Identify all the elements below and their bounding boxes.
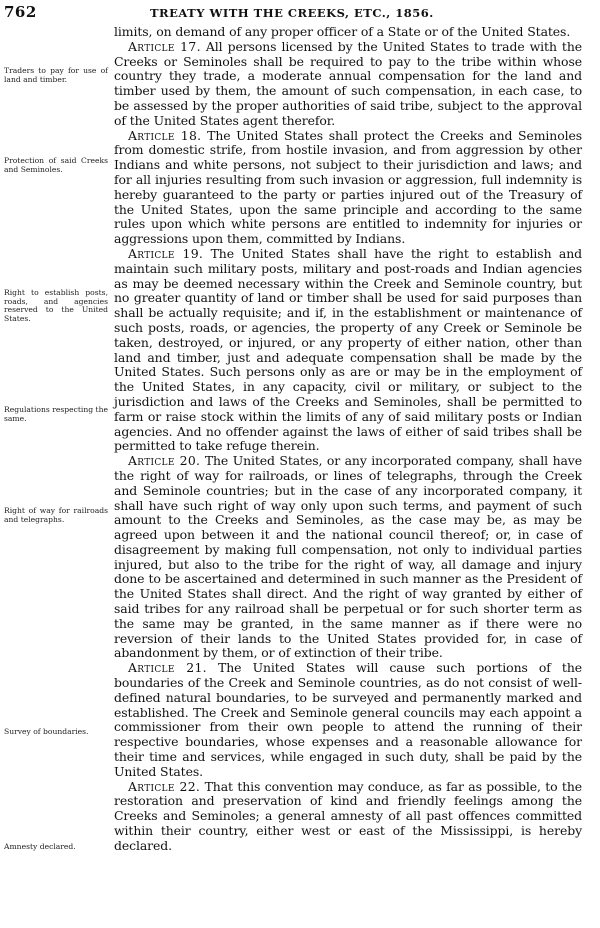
running-title: TREATY WITH THE CREEKS, ETC., 1856. (150, 6, 434, 20)
margin-note-traders: Traders to pay for use of land and timber. (4, 66, 108, 84)
article-20-text: The United States, or any incorporated company, shall have the right of way for railroads, or lines of telegraphs, through the Creek and Seminole countries; but in the case of any incorporated company, it shall have such right of way only upon such terms, and payment of such amount to the Creeks and Seminoles, as the case may be, as may be agreed upon between it and the national council thereof; or, in case of disagreement by making full compensation, not only to individual parties injured, but also to the tribe for the right of way, all damage and injury done to be ascertained and determined in such manner as the President of the United States shall direct. And the right of way granted by either of said tribes for any railroad shall be perpetual or for such shorter term as the same may be granted, in the same manner as if there were no reversion of their lands to the United States provided for, in case of abandonment by them, or of extinction of their tribe. (114, 453, 582, 661)
margin-note-survey: Survey of boundaries. (4, 727, 89, 736)
article-17-label: Article 17. (128, 38, 201, 54)
paragraph-article-21 (114, 661, 582, 779)
article-22-text: That this convention may conduce, as far as possible, to the restoration and preservation of kind and friendly feelings among the Creeks and Seminoles; a general amnesty of all past offences committed within their country, either west or east of the Mississippi, is hereby declared. (114, 778, 582, 853)
paragraph-article-17 (114, 40, 582, 129)
margin-note-amnesty: Amnesty declared. (4, 842, 76, 851)
article-18-label: Article 18. (128, 127, 202, 143)
page-number: 762 (4, 3, 37, 21)
article-19-text: The United States shall have the right to establish and maintain such military posts, military and post-roads and Indian agencies as may be deemed necessary within the Creek and Seminole country, but no greater quantity of land or timber shall be used for said purposes than shall be actually requisite; and if, in the establishment or maintenance of such posts, roads, or agencies, the property of any Creek or Seminole be taken, destroyed, or injured, or any property of either nation, other than land and timber, just and adequate compensation shall be made by the United States. Such persons only as are or may be in the employment of the United States, in any capacity, civil or military, or subject to the jurisdiction and laws of the Creeks and Seminoles, shall be permitted to farm or raise stock within the limits of any of said military posts or Indian agencies. And no offender against the laws of either of said tribes shall be permitted to take refuge therein. (114, 245, 583, 454)
article-18-text: The United States shall protect the Creeks and Seminoles from domestic strife, from hostile invasion, and from aggression by other Indians and white persons, not subject to their jurisdiction and laws; and for all injuries resulting from such invasion or aggression, full indemnity is hereby guaranteed to the party or parties injured out of the Treasury of the United States, upon the same principle and according to the same rules upon which white persons are entitled to indemnity for injuries or aggressions upon them, committed by Indians. (114, 127, 583, 247)
margin-note-right-to-establish: Right to establish posts, roads, and agencies reserved to the United States. (4, 288, 108, 323)
page-header (0, 3, 600, 25)
article-20-label: Article 20. (128, 453, 201, 469)
paragraph-article-22 (114, 780, 582, 854)
article-21-label: Article 21. (128, 660, 207, 676)
body-text (114, 25, 582, 854)
margin-note-protection: Protection of said Creeks and Seminoles. (4, 156, 108, 174)
article-21-text: The United States will cause such portions of the boundaries of the Creek and Seminole countries, as do not consist of well-defined natural boundaries, to be surveyed and permanently marked and established. The Creek and Seminole general councils may each appoint a commissioner from their own people to attend the running of their respective boundaries, whose expenses and a reasonable allowance for their time and services, while engaged in such duty, shall be paid by the United States. (114, 660, 583, 779)
paragraph-continuation: limits, on demand of any proper officer of a State or of the United States. (114, 24, 571, 39)
article-17-text: All persons licensed by the United States to trade with the Creeks or Seminoles shall be required to pay to the tribe within whose country they trade, a moderate annual compensation for the land and timber used by them, the amount of such compensation, in each case, to be assessed by the proper authorities of said tribe, subject to the approval of the United States agent therefor. (114, 38, 582, 128)
article-22-label: Article 22. (128, 778, 201, 794)
paragraph-article-20 (114, 454, 582, 661)
margin-note-right-of-way: Right of way for railroads and telegraphs. (4, 506, 108, 524)
margin-note-regulations: Regulations respecting the same. (4, 405, 108, 423)
article-19-label: Article 19. (128, 245, 204, 261)
paragraph-article-18 (114, 129, 582, 247)
paragraph-article-19 (114, 247, 582, 454)
